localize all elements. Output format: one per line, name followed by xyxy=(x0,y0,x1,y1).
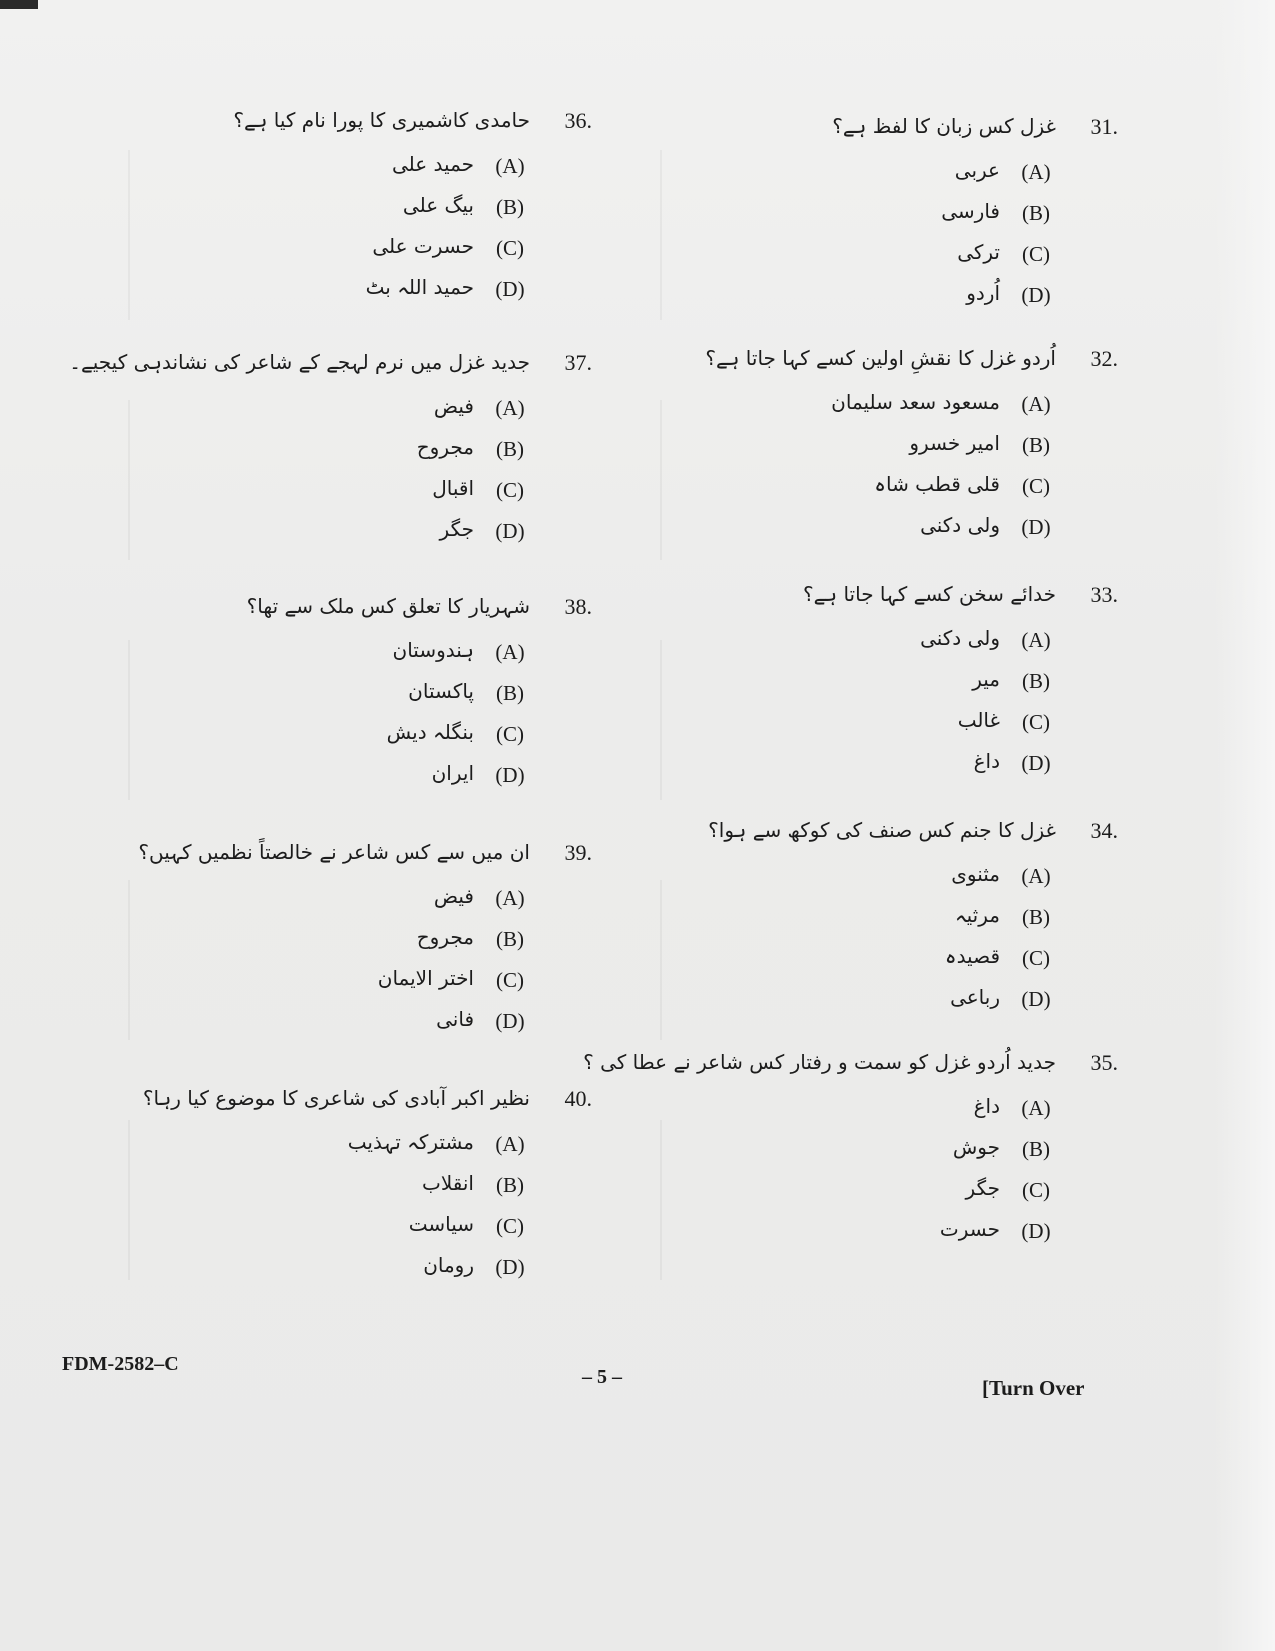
option-text: مسعود سعد سلیمان xyxy=(831,390,1000,414)
question-text: جدید غزل میں نرم لہجے کے شاعر کی نشاندہی کیجیے۔ xyxy=(69,350,530,374)
option-text: قلی قطب شاہ xyxy=(874,472,1000,496)
option-text: داغ xyxy=(973,1094,1000,1118)
question-text: غزل کا جنم کس صنف کی کوکھ سے ہوا؟ xyxy=(708,818,1056,842)
option-label: (B) xyxy=(1022,201,1050,225)
option-label: (C) xyxy=(1022,946,1050,970)
option-label: (A) xyxy=(1021,628,1051,652)
question-number: 34. xyxy=(1090,818,1118,843)
option-label: (B) xyxy=(496,681,524,705)
option-a xyxy=(72,640,592,681)
option-b xyxy=(72,1173,592,1214)
option-label: (D) xyxy=(495,1255,525,1279)
option-text: مشترکہ تہذیب xyxy=(347,1130,474,1154)
question-35 xyxy=(583,1050,1118,1260)
question-number: 40. xyxy=(564,1086,592,1111)
question-31 xyxy=(598,114,1118,324)
question-39 xyxy=(72,840,592,1050)
option-a xyxy=(72,1132,592,1173)
option-label: (B) xyxy=(1022,433,1050,457)
option-label: (A) xyxy=(495,640,525,664)
option-text: بنگلہ دیش xyxy=(386,720,474,744)
option-b xyxy=(598,905,1118,946)
option-text: حمید علی xyxy=(391,152,474,176)
option-label: (A) xyxy=(1021,392,1051,416)
option-label: (A) xyxy=(495,154,525,178)
question-number: 32. xyxy=(1090,346,1118,371)
question-33 xyxy=(598,582,1118,792)
option-text: رباعی xyxy=(950,985,1000,1009)
question-36 xyxy=(72,108,592,318)
option-c xyxy=(72,1214,592,1255)
option-text: بیگ علی xyxy=(402,193,474,217)
paper-code: FDM-2582–C xyxy=(62,1353,179,1375)
option-label: (D) xyxy=(1021,751,1051,775)
option-c xyxy=(598,474,1118,515)
option-label: (C) xyxy=(496,1214,524,1238)
option-text: غالب xyxy=(957,708,1000,732)
option-b xyxy=(72,195,592,236)
option-d xyxy=(72,519,592,560)
option-b xyxy=(72,437,592,478)
paper-edge xyxy=(1215,0,1275,1651)
option-c xyxy=(72,236,592,277)
option-text: مجروح xyxy=(416,435,474,459)
option-d xyxy=(72,277,592,318)
option-text: اختر الایمان xyxy=(377,966,474,990)
option-label: (A) xyxy=(495,886,525,910)
option-text: جوش xyxy=(952,1135,1000,1159)
option-a xyxy=(598,1096,1118,1137)
option-text: انقلاب xyxy=(421,1171,474,1195)
page-number: – 5 – xyxy=(582,1366,622,1388)
option-label: (C) xyxy=(496,968,524,992)
option-b xyxy=(72,927,592,968)
option-text: حسرت علی xyxy=(372,234,474,258)
option-label: (A) xyxy=(1021,864,1051,888)
option-text: داغ xyxy=(973,749,1000,773)
option-label: (B) xyxy=(1022,669,1050,693)
option-label: (C) xyxy=(496,722,524,746)
question-37 xyxy=(69,350,592,560)
option-a xyxy=(72,154,592,195)
question-number: 36. xyxy=(564,108,592,133)
option-label: (D) xyxy=(495,277,525,301)
option-text: جگر xyxy=(439,517,474,541)
option-label: (D) xyxy=(495,763,525,787)
option-label: (D) xyxy=(495,519,525,543)
question-number: 39. xyxy=(564,840,592,865)
option-d xyxy=(72,1255,592,1296)
option-label: (B) xyxy=(1022,905,1050,929)
option-d xyxy=(598,283,1118,324)
option-d xyxy=(598,751,1118,792)
option-label: (A) xyxy=(495,1132,525,1156)
option-c xyxy=(72,722,592,763)
option-label: (D) xyxy=(1021,1219,1051,1243)
question-40 xyxy=(72,1086,592,1296)
option-label: (A) xyxy=(1021,1096,1051,1120)
option-label: (C) xyxy=(1022,1178,1050,1202)
option-text: فیض xyxy=(433,884,474,908)
option-label: (C) xyxy=(1022,474,1050,498)
option-text: مثنوی xyxy=(951,862,1000,886)
option-a xyxy=(72,886,592,927)
option-text: عربی xyxy=(954,158,1000,182)
option-label: (A) xyxy=(1021,160,1051,184)
option-b xyxy=(598,433,1118,474)
option-text: ایران xyxy=(431,761,474,785)
option-c xyxy=(598,710,1118,751)
option-b xyxy=(598,201,1118,242)
question-text: ان میں سے کس شاعر نے خالصتاً نظمیں کہیں؟ xyxy=(138,840,530,864)
question-38 xyxy=(72,594,592,804)
option-label: (C) xyxy=(1022,710,1050,734)
option-d xyxy=(598,987,1118,1028)
option-text: پاکستان xyxy=(408,679,474,703)
option-c xyxy=(72,478,592,519)
question-34 xyxy=(598,818,1118,1028)
option-text: مجروح xyxy=(416,925,474,949)
option-label: (B) xyxy=(496,437,524,461)
option-c xyxy=(598,1178,1118,1219)
option-c xyxy=(598,946,1118,987)
option-label: (C) xyxy=(496,236,524,260)
option-text: ہندوستان xyxy=(392,638,474,662)
question-text: خدائے سخن کسے کہا جاتا ہے؟ xyxy=(803,582,1056,606)
option-label: (D) xyxy=(1021,515,1051,539)
option-b xyxy=(72,681,592,722)
option-label: (B) xyxy=(1022,1137,1050,1161)
option-c xyxy=(598,242,1118,283)
option-d xyxy=(72,1009,592,1050)
option-b xyxy=(598,669,1118,710)
option-text: اُردو xyxy=(966,281,1000,305)
option-text: ولی دکنی xyxy=(920,513,1000,537)
option-label: (D) xyxy=(1021,283,1051,307)
option-label: (A) xyxy=(495,396,525,420)
option-text: امیر خسرو xyxy=(909,431,1000,455)
option-label: (B) xyxy=(496,195,524,219)
option-text: قصیدہ xyxy=(944,944,1000,968)
option-label: (C) xyxy=(1022,242,1050,266)
option-label: (B) xyxy=(496,1173,524,1197)
option-text: سیاست xyxy=(408,1212,474,1236)
option-a xyxy=(598,392,1118,433)
option-text: فارسی xyxy=(941,199,1000,223)
option-d xyxy=(598,1219,1118,1260)
question-number: 33. xyxy=(1090,582,1118,607)
option-text: میر xyxy=(972,667,1000,691)
question-number: 35. xyxy=(1090,1050,1118,1075)
option-d xyxy=(72,763,592,804)
turn-over-note: [Turn Over xyxy=(982,1376,1085,1400)
question-text: شہریار کا تعلق کس ملک سے تھا؟ xyxy=(246,594,530,618)
option-text: فیض xyxy=(433,394,474,418)
question-text: اُردو غزل کا نقشِ اولین کسے کہا جاتا ہے؟ xyxy=(705,346,1056,370)
question-text: حامدی کاشمیری کا پورا نام کیا ہے؟ xyxy=(233,108,530,132)
option-b xyxy=(598,1137,1118,1178)
question-number: 37. xyxy=(564,350,592,375)
option-text: ترکی xyxy=(957,240,1000,264)
option-label: (D) xyxy=(1021,987,1051,1011)
option-text: اقبال xyxy=(432,476,474,500)
question-text: غزل کس زبان کا لفظ ہے؟ xyxy=(832,114,1056,138)
option-a xyxy=(598,160,1118,201)
question-number: 31. xyxy=(1090,114,1118,139)
question-number: 38. xyxy=(564,594,592,619)
option-c xyxy=(72,968,592,1009)
question-text: جدید اُردو غزل کو سمت و رفتار کس شاعر نے عطا کی ؟ xyxy=(583,1050,1056,1074)
question-32 xyxy=(598,346,1118,556)
option-text: جگر xyxy=(965,1176,1000,1200)
option-text: حمید اللہ بٹ xyxy=(365,275,474,299)
option-d xyxy=(598,515,1118,556)
option-label: (D) xyxy=(495,1009,525,1033)
option-text: حسرت xyxy=(939,1217,1000,1241)
option-text: ولی دکنی xyxy=(920,626,1000,650)
option-a xyxy=(72,396,592,437)
option-label: (B) xyxy=(496,927,524,951)
option-text: فانی xyxy=(436,1007,474,1031)
option-a xyxy=(598,628,1118,669)
option-a xyxy=(598,864,1118,905)
option-text: مرثیہ xyxy=(954,903,1000,927)
option-label: (C) xyxy=(496,478,524,502)
option-text: رومان xyxy=(423,1253,474,1277)
question-text: نظیر اکبر آبادی کی شاعری کا موضوع کیا رہا؟ xyxy=(142,1086,530,1110)
corner-mark xyxy=(0,0,38,9)
